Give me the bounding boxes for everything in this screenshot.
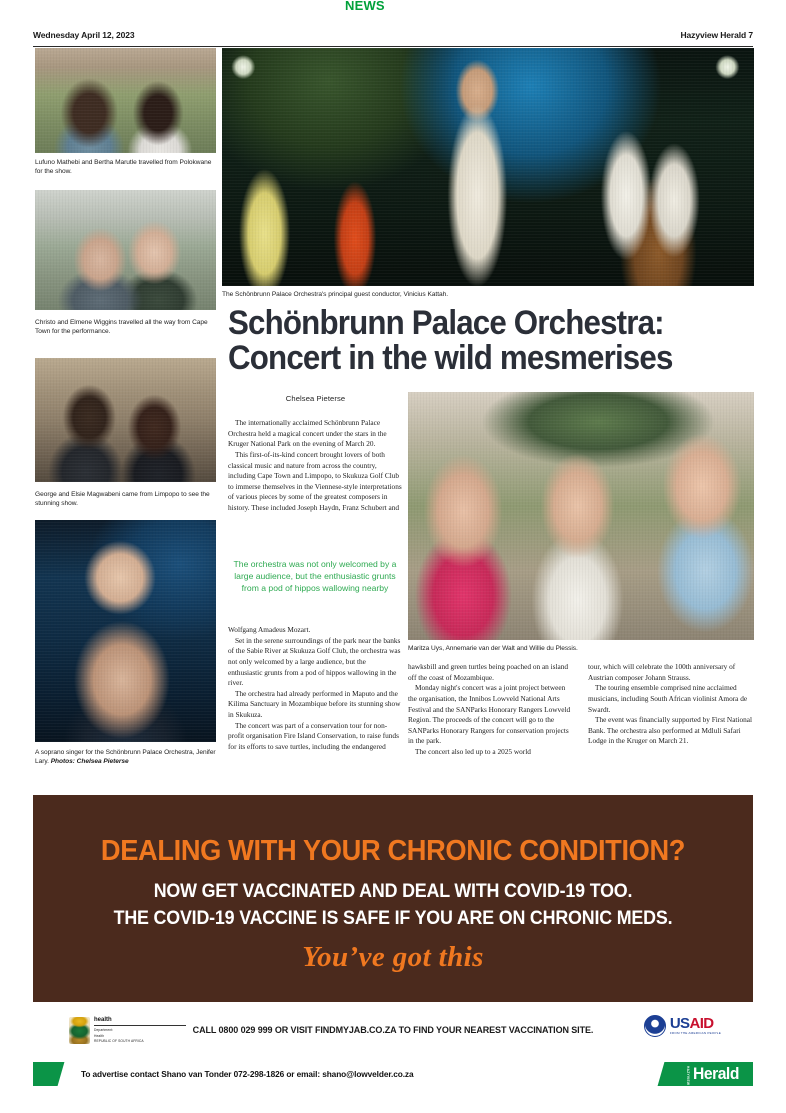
body-paragraph: The concert also led up to a 2025 world	[415, 747, 531, 757]
body-paragraph: tour, which will celebrate the 100th anniversary of Austrian composer Johann Strauss.	[588, 662, 736, 682]
article-column-1-lower	[228, 625, 402, 753]
advert-sublines	[55, 879, 732, 932]
article-column-3	[588, 662, 754, 747]
article-column-2	[408, 662, 574, 758]
caption-guests-trio: Maritza Uys, Annemarie van der Walt and Willie du Plessis.	[408, 645, 578, 652]
usaid-name	[670, 1017, 721, 1031]
photo-couple-limpopo	[35, 358, 216, 482]
usaid-tagline: FROM THE AMERICAN PEOPLE	[669, 1030, 721, 1035]
caption-soprano-credit: Photos: Chelsea Pieterse	[50, 758, 129, 766]
footer-advertise-bar	[33, 1062, 753, 1086]
advert-headline: DEALING WITH YOUR CHRONIC CONDITION?	[100, 835, 686, 867]
sa-health-word: health	[94, 1017, 112, 1024]
caption-couple-limpopo: George and Elsie Magwabeni came from Limpopo to see the stunning show.	[35, 491, 210, 508]
usaid-us-text: US	[669, 1015, 690, 1033]
sa-logo-line-1: Department:	[94, 1028, 114, 1033]
footer-brand-word: Herald	[693, 1064, 740, 1083]
body-paragraph: The internationally acclaimed Schönbrunn Palace Orchestra held a magical concert under the stars in the Kruger National Park on the evening of March 20.	[228, 418, 387, 449]
advert-panel	[33, 795, 753, 1002]
usaid-seal-icon	[644, 1015, 666, 1037]
advert-call-to-action[interactable]: CALL 0800 029 999 OR VISIT FINDMYJAB.CO.ZA TO FIND YOUR NEAREST VACCINATION SITE.	[192, 1024, 594, 1035]
article-byline: Chelsea Pieterse	[285, 394, 346, 403]
usaid-aid-text: AID	[689, 1015, 714, 1033]
caption-couple-capetown: Christo and Elmene Wiggins travelled all the way from Cape Town for the performance.	[35, 319, 208, 336]
body-paragraph: Set in the serene surroundings of the park near the banks of the Sabie River at Skukuza Golf Club, the orchestra was not only welcomed by a large audience, but the enthusiastic grunts from a pod of hippos wallowing in the river.	[228, 635, 401, 688]
body-paragraph: This first-of-its-kind concert brought lovers of both classical music and nature from across the country, including Cape Town and Limpopo, to Skukuza Golf Club to immerse themselves in the Viennese-style interpretations of various pieces by some of the greatest composers in history. These included Joseph Haydn, Franz Schubert and	[228, 449, 402, 513]
footer-advertise-text: To advertise contact Shano van Tonder 072-298-1826 or email: shano@lowvelder.co.za	[81, 1069, 414, 1079]
body-paragraph: Monday night's concert was a joint project between the organisation, the Innibos Lowveld National Arts Festival and the SANParks Honorary Rangers Lowveld Region. The proceeds of the concert will go to the SANParks Honorary Rangers for conservation projects in the park.	[408, 683, 571, 746]
advert-script-line: You’ve got this	[302, 941, 484, 973]
article-headline	[228, 306, 756, 375]
body-paragraph: Wolfgang Amadeus Mozart.	[228, 625, 311, 634]
article-column-1-upper	[228, 418, 402, 514]
caption-soprano-singer	[35, 748, 216, 767]
footer-brand-kicker: HAZYVIEW	[686, 1066, 691, 1086]
body-paragraph: The event was financially supported by First National Bank. The orchestra also performed at Mdluli Safari Lodge in the Kruger on March 21.	[588, 715, 753, 746]
photo-concert-conductor	[222, 48, 754, 286]
photo-guests-trio	[408, 392, 754, 640]
usaid-wordmark	[670, 1017, 721, 1035]
masthead-section-label: NEWS	[345, 0, 385, 13]
advert-subline-1: NOW GET VACCINATED AND DEAL WITH COVID-19 TOO.	[153, 881, 633, 902]
photo-couple-polokwane	[35, 48, 216, 153]
caption-soprano-text: A soprano singer for the Schönbrunn Palace Orchestra, Jenifer Lary.	[35, 749, 216, 766]
body-paragraph: The concert was part of a conservation tour for non-profit organisation Fire Island Conservation, to raise funds for its efforts to save turtles, including the endangered	[228, 720, 399, 752]
headline-line-1: Schönbrunn Palace Orchestra:	[228, 304, 664, 342]
advert-subline-2: THE COVID-19 VACCINE IS SAFE IF YOU ARE ON CHRONIC MEDS.	[113, 907, 673, 929]
footer-brand-logo	[686, 1062, 741, 1086]
masthead-divider	[33, 46, 753, 47]
usaid-logo	[644, 1015, 721, 1037]
advertisement[interactable]	[33, 795, 753, 1057]
caption-couple-polokwane: Lufuno Mathebi and Bertha Marutle travelled from Polokwane for the show.	[35, 159, 212, 176]
sa-logo-line-2: Health	[94, 1033, 105, 1038]
caption-concert-conductor: The Schönbrunn Palace Orchestra's principal guest conductor, Vinicius Kattah.	[222, 291, 449, 298]
sa-logo-line-3: REPUBLIC OF SOUTH AFRICA	[94, 1038, 144, 1043]
advert-footer	[33, 1002, 753, 1057]
body-paragraph: hawksbill and green turtles being poached on an island off the coast of Mozambique.	[408, 662, 569, 682]
article-pullquote: The orchestra was not only welcomed by a large audience, but the enthusiastic grunts from a pod of hippos wallowing nearby	[233, 559, 397, 594]
photo-soprano-singer	[35, 520, 216, 742]
masthead-publication: Hazyview Herald 7	[680, 30, 753, 40]
photo-couple-capetown	[35, 190, 216, 310]
headline-line-2: Concert in the wild mesmerises	[228, 338, 673, 377]
body-paragraph: The touring ensemble comprised nine acclaimed musicians, including South African violinist Amora de Swardt.	[588, 683, 748, 714]
body-paragraph: The orchestra had already performed in Maputo and the Kilima Sanctuary in Mozambique before its stunning show in Skukuza.	[228, 688, 401, 720]
masthead-date: Wednesday April 12, 2023	[33, 30, 135, 40]
